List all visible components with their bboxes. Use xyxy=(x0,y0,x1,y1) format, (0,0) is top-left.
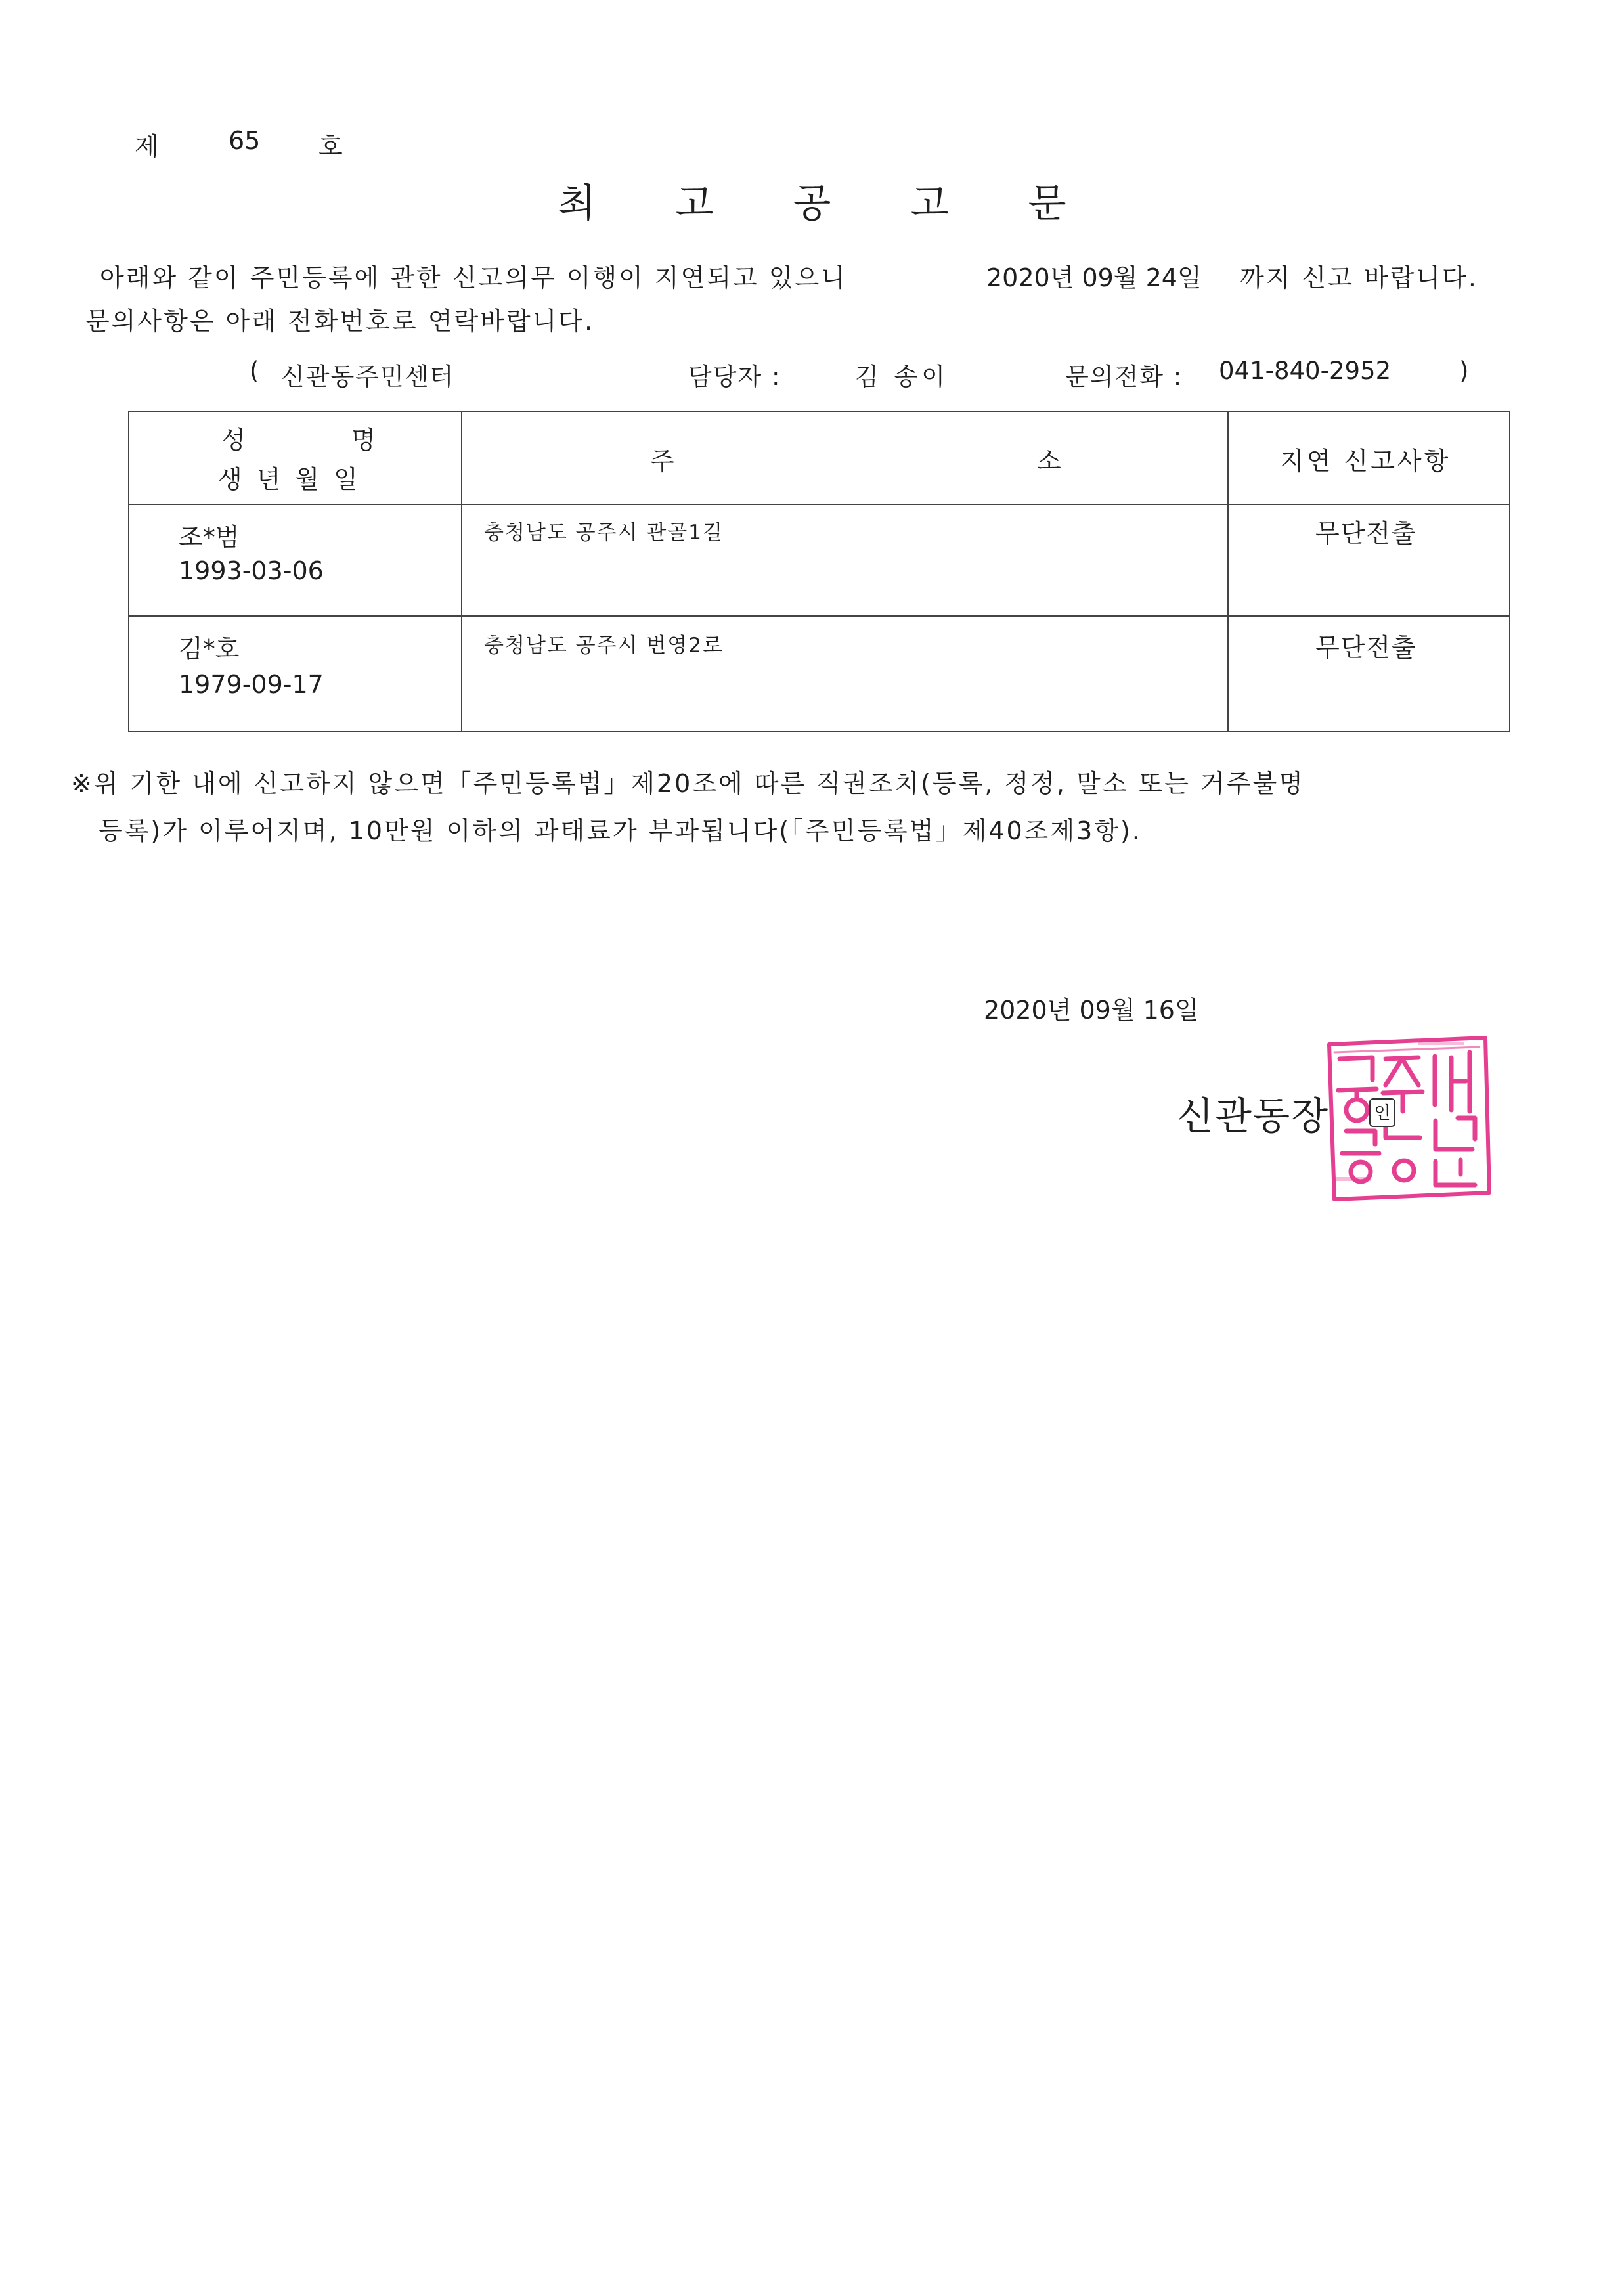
contact-open-paren: ( xyxy=(250,357,259,385)
deadline-date: 2020년 09월 24일 xyxy=(986,263,1202,292)
legal-notice-line-1: ※위 기한 내에 신고하지 않으면「주민등록법」제20조에 따른 직권조치(등록, 정정, 말소 또는 거주불명 xyxy=(71,769,1305,798)
intro-line-2: 문의사항은 아래 전화번호로 연락바랍니다. xyxy=(85,307,595,336)
deadline-suffix: 까지 신고 바랍니다. xyxy=(1240,263,1478,292)
document-number-suffix: 호 xyxy=(318,132,343,161)
row2-name: 김*호 xyxy=(179,634,240,663)
header-name-part2: 명 xyxy=(351,426,376,455)
row2-address: 충청남도 공주시 번영2로 xyxy=(484,634,724,657)
official-seal-icon xyxy=(1320,1033,1496,1205)
header-name-part1: 성 xyxy=(221,426,246,455)
signer-title: 신관동장 xyxy=(1177,1094,1330,1138)
header-address-part1: 주 xyxy=(650,447,674,476)
header-status: 지연 신고사항 xyxy=(1280,447,1451,476)
contact-close-paren: ) xyxy=(1459,357,1469,385)
title-char: 고 xyxy=(675,181,714,227)
row1-address: 충청남도 공주시 관골1길 xyxy=(484,521,724,545)
title-char: 고 xyxy=(910,181,949,227)
row2-status: 무단전출 xyxy=(1315,633,1417,662)
row1-birth: 1993-03-06 xyxy=(179,556,324,585)
contact-staff-label: 담당자 : xyxy=(688,363,781,391)
row2-birth: 1979-09-17 xyxy=(179,670,324,699)
contact-phone: 041-840-2952 xyxy=(1219,357,1392,385)
overdue-report-table xyxy=(128,411,1510,732)
table-divider xyxy=(1227,412,1229,731)
contact-center: 신관동주민센터 xyxy=(281,363,455,391)
seal-mark: 인 xyxy=(1369,1098,1395,1127)
table-divider xyxy=(461,412,462,731)
contact-phone-label: 문의전화 : xyxy=(1065,363,1183,391)
document-number: 65 xyxy=(229,126,261,155)
header-address-part2: 소 xyxy=(1037,447,1061,476)
document-title xyxy=(0,172,1624,229)
row1-name: 조*범 xyxy=(179,523,240,552)
title-char: 최 xyxy=(558,181,596,227)
legal-notice-line-2: 등록)가 이루어지며, 10만원 이하의 과태료가 부과됩니다(「주민등록법」제40조제3항). xyxy=(99,816,1142,845)
document-number-label: 제 xyxy=(135,132,159,161)
header-birth: 생년월일 xyxy=(218,465,372,494)
contact-staff-name: 김 송이 xyxy=(855,363,949,391)
issue-date: 2020년 09월 16일 xyxy=(984,996,1199,1025)
row1-status: 무단전출 xyxy=(1315,519,1417,548)
table-divider xyxy=(129,615,1509,617)
title-char: 공 xyxy=(793,181,831,227)
table-divider xyxy=(129,504,1509,505)
intro-line-1: 아래와 같이 주민등록에 관한 신고의무 이행이 지연되고 있으니 xyxy=(100,263,847,292)
title-char: 문 xyxy=(1028,181,1066,227)
